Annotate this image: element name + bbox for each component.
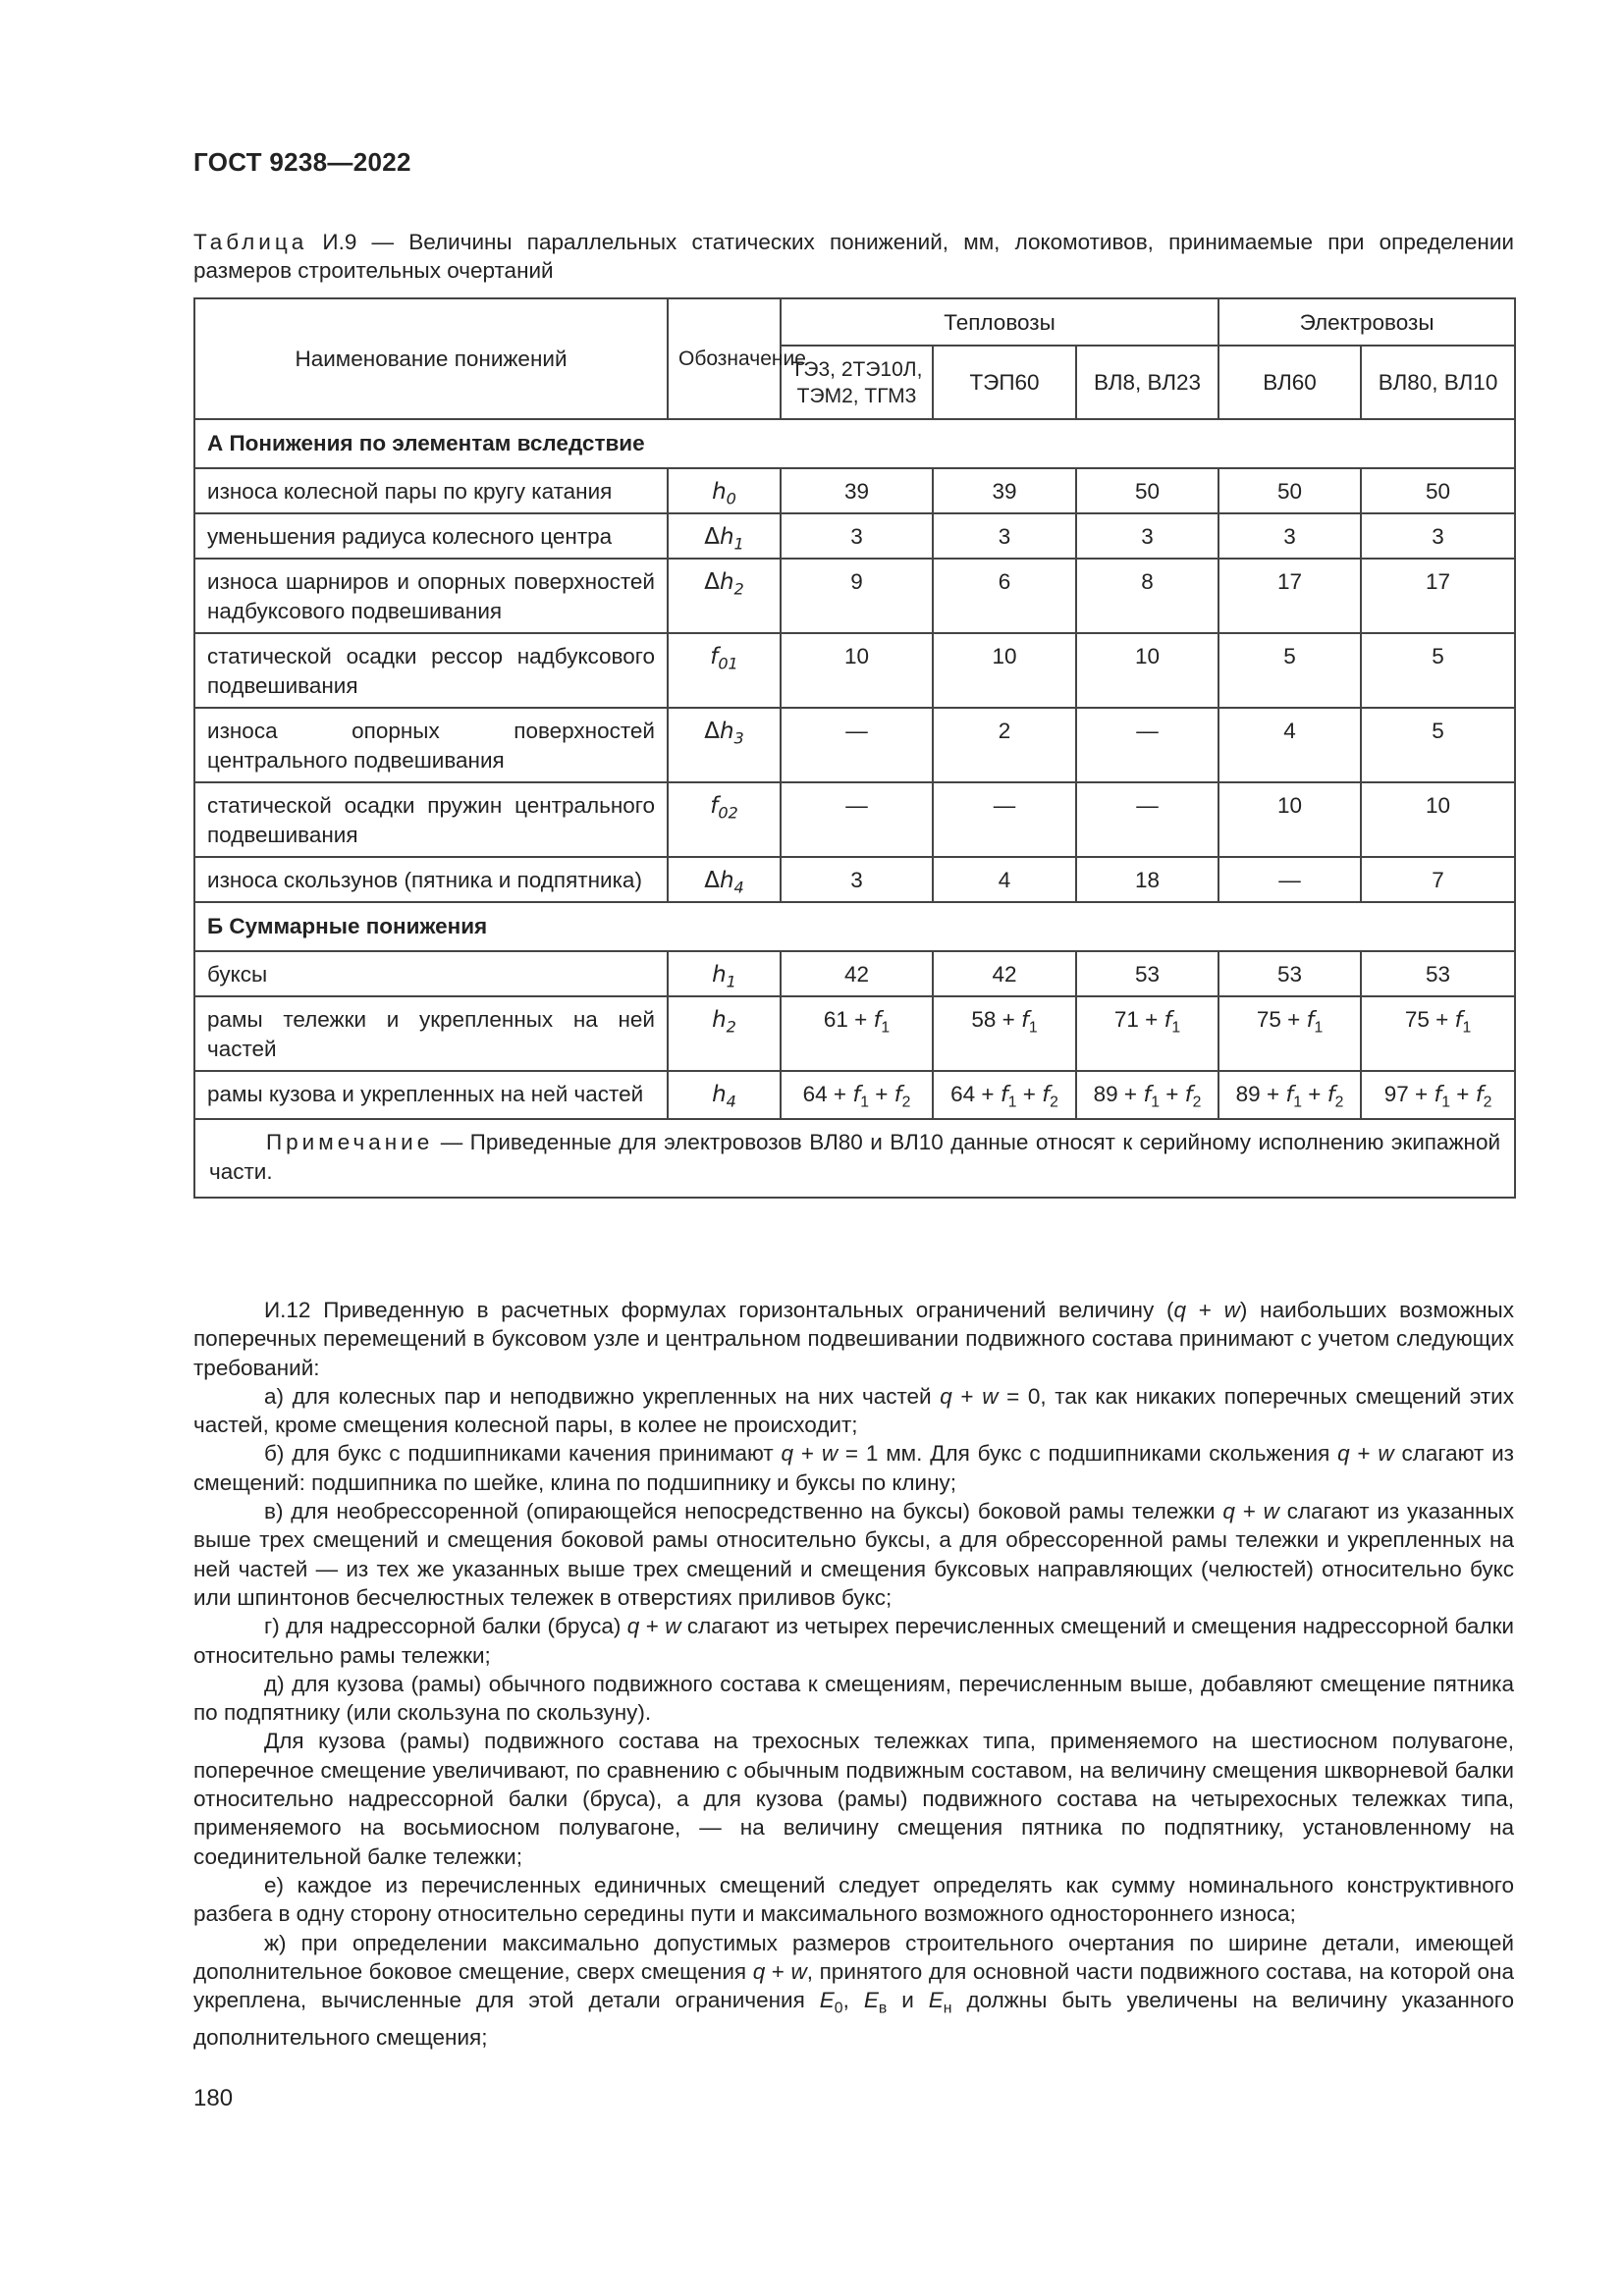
row-name: буксы bbox=[194, 951, 668, 996]
table-row bbox=[194, 951, 1515, 996]
row-symbol: $\Delta h_4$ bbox=[668, 857, 781, 902]
table-caption-text: И.9 — Величины параллельных статических понижений, мм, локомотивов, принимаемые при определении размеров строительных очертаний bbox=[193, 230, 1514, 283]
table-row bbox=[194, 559, 1515, 633]
row-value: 7 bbox=[1361, 857, 1515, 902]
row-name: износа опорных поверхностей центрального подвешивания bbox=[194, 708, 668, 782]
row-value: 9 bbox=[781, 559, 933, 633]
note-label: Примечание bbox=[266, 1129, 434, 1154]
row-value: 3 bbox=[1076, 513, 1218, 559]
note-text: — Приведенные для электровозов ВЛ80 и ВЛ10 данные относят к серийному исполнению экипажной части. bbox=[209, 1129, 1501, 1184]
row-name: износа колесной пары по кругу катания bbox=[194, 468, 668, 513]
row-symbol: $h_4$ bbox=[668, 1071, 781, 1119]
row-value: — bbox=[1218, 857, 1361, 902]
section-b-heading: Б Суммарные понижения bbox=[194, 902, 1515, 951]
row-value: 18 bbox=[1076, 857, 1218, 902]
row-value: 10 bbox=[933, 633, 1076, 708]
paragraph: г) для надрессорной балки (бруса) q + w слагают из четырех перечисленных смещений и смещения надрессорной балки относительно рамы тележки; bbox=[193, 1614, 1514, 1668]
table-caption-prefix: Таблица bbox=[193, 230, 308, 254]
page-number: 180 bbox=[193, 2085, 234, 2111]
lowering-table bbox=[193, 297, 1516, 1199]
row-value: 53 bbox=[1218, 951, 1361, 996]
row-value: 5 bbox=[1361, 633, 1515, 708]
row-symbol: $\Delta h_1$ bbox=[668, 513, 781, 559]
row-value: $97 + f_1 + f_2$ bbox=[1361, 1071, 1515, 1119]
paragraph: е) каждое из перечисленных единичных смещений следует определять как сумму номинального конструктивного разбега в одну сторону относительно середины пути и максимального возможного одностороннего износа; bbox=[193, 1872, 1514, 1927]
row-value: 4 bbox=[933, 857, 1076, 902]
subcol-header: ТЭ3, 2ТЭ10Л, ТЭМ2, ТГМ3 bbox=[781, 346, 933, 419]
row-value: 5 bbox=[1218, 633, 1361, 708]
row-symbol: $\Delta h_3$ bbox=[668, 708, 781, 782]
row-value: 39 bbox=[933, 468, 1076, 513]
paragraph: ж) при определении максимально допустимых размеров строительного очертания по ширине детали, имеющей дополнительное боковое смещение, сверх смещения q + w, принятого для основной части подвижного состава, на которой она укреплена, вычисленные для этой детали ограничения $E_0$, $E_в$ и $E_н$ должны быть увеличены на величину указанного дополнительного смещения; bbox=[193, 1930, 1514, 2050]
row-name: рамы кузова и укрепленных на ней частей bbox=[194, 1071, 668, 1119]
row-name: рамы тележки и укрепленных на ней частей bbox=[194, 996, 668, 1071]
subcol-header: ВЛ80, ВЛ10 bbox=[1361, 346, 1515, 419]
paragraph: И.12 Приведенную в расчетных формулах горизонтальных ограничений величину (q + w) наибольших возможных поперечных перемещений в буксовом узле и центральном подвешивании подвижного состава принимают с учетом следующих требований: bbox=[193, 1298, 1514, 1380]
row-symbol: $h_2$ bbox=[668, 996, 781, 1071]
row-value: 42 bbox=[781, 951, 933, 996]
section-a-heading: А Понижения по элементам вследствие bbox=[194, 419, 1515, 468]
row-value: — bbox=[781, 708, 933, 782]
table-row bbox=[194, 708, 1515, 782]
row-value: $64 + f_1 + f_2$ bbox=[933, 1071, 1076, 1119]
row-symbol: $f_{01}$ bbox=[668, 633, 781, 708]
row-value: — bbox=[1076, 782, 1218, 857]
row-value: 3 bbox=[933, 513, 1076, 559]
table-row bbox=[194, 468, 1515, 513]
paragraph: а) для колесных пар и неподвижно укрепленных на них частей q + w = 0, так как никаких поперечных смещений этих частей, кроме смещения колесной пары, в колее не происходит; bbox=[193, 1383, 1514, 1438]
row-value: $71 + f_1$ bbox=[1076, 996, 1218, 1071]
table-note bbox=[194, 1119, 1515, 1198]
table-caption bbox=[193, 228, 1514, 285]
table-row bbox=[194, 996, 1515, 1071]
row-value: 2 bbox=[933, 708, 1076, 782]
row-name: уменьшения радиуса колесного центра bbox=[194, 513, 668, 559]
row-value: 10 bbox=[1361, 782, 1515, 857]
row-value: 39 bbox=[781, 468, 933, 513]
row-value: — bbox=[933, 782, 1076, 857]
row-value: 5 bbox=[1361, 708, 1515, 782]
row-symbol: $\Delta h_2$ bbox=[668, 559, 781, 633]
row-value: 8 bbox=[1076, 559, 1218, 633]
row-value: 3 bbox=[781, 857, 933, 902]
table-row bbox=[194, 513, 1515, 559]
row-symbol: $f_{02}$ bbox=[668, 782, 781, 857]
row-value: 10 bbox=[781, 633, 933, 708]
paragraph: в) для необрессоренной (опирающейся непосредственно на буксы) боковой рамы тележки q + w слагают из указанных выше трех смещений и смещения боковой рамы относительно буксы, а для обрессоренной рамы тележки и укрепленных на ней частей — из тех же указанных выше трех смещений и смещения буксовых направляющих (челюстей) относительно букс или шпинтонов бесчелюстных тележек в отверстиях приливов букс; bbox=[193, 1499, 1514, 1610]
row-name: износа скользунов (пятника и подпятника) bbox=[194, 857, 668, 902]
paragraph: Для кузова (рамы) подвижного состава на трехосных тележках типа, применяемого на шестиосном полувагоне, поперечное смещение увеличивают, по сравнению с обычным подвижным составом, на величину смещения шкворневой балки относительно надрессорной балки (бруса), а для кузова (рамы) подвижного состава на четырехосных тележках типа, применяемого на восьмиосном полувагоне, — на величину смещения пятника по подпятнику, установленному на соединительной балке тележки; bbox=[193, 1729, 1514, 1869]
paragraph: б) для букс с подшипниками качения принимают q + w = 1 мм. Для букс с подшипниками скольжения q + w слагают из смещений: подшипника по шейке, клина по подшипнику и буксы по клину; bbox=[193, 1441, 1514, 1495]
group-header-elektrovozy: Электровозы bbox=[1218, 298, 1515, 346]
row-value: 10 bbox=[1218, 782, 1361, 857]
row-value: 3 bbox=[781, 513, 933, 559]
row-name: износа шарниров и опорных поверхностей надбуксового подвешивания bbox=[194, 559, 668, 633]
subcol-header: ВЛ8, ВЛ23 bbox=[1076, 346, 1218, 419]
row-value: 3 bbox=[1218, 513, 1361, 559]
row-value: 53 bbox=[1361, 951, 1515, 996]
body-text bbox=[193, 1296, 1514, 2052]
table-row bbox=[194, 857, 1515, 902]
row-value: 42 bbox=[933, 951, 1076, 996]
row-value: 53 bbox=[1076, 951, 1218, 996]
row-value: $89 + f_1 + f_2$ bbox=[1218, 1071, 1361, 1119]
row-name: статической осадки пружин центрального подвешивания bbox=[194, 782, 668, 857]
row-value: $58 + f_1$ bbox=[933, 996, 1076, 1071]
col-name-header: Наименование понижений bbox=[194, 298, 668, 419]
row-value: 4 bbox=[1218, 708, 1361, 782]
row-symbol: $h_0$ bbox=[668, 468, 781, 513]
paragraph: д) для кузова (рамы) обычного подвижного состава к смещениям, перечисленным выше, добавляют смещение пятника по подпятнику (или скользуна по скользуну). bbox=[193, 1671, 1514, 1726]
document-header: ГОСТ 9238—2022 bbox=[193, 147, 411, 177]
row-value: 10 bbox=[1076, 633, 1218, 708]
row-value: 50 bbox=[1076, 468, 1218, 513]
subcol-header: ВЛ60 bbox=[1218, 346, 1361, 419]
row-value: $75 + f_1$ bbox=[1361, 996, 1515, 1071]
row-value: 50 bbox=[1218, 468, 1361, 513]
row-name: статической осадки рессор надбуксового подвешивания bbox=[194, 633, 668, 708]
row-symbol: $h_1$ bbox=[668, 951, 781, 996]
subcol-header: ТЭП60 bbox=[933, 346, 1076, 419]
row-value: 17 bbox=[1361, 559, 1515, 633]
row-value: $61 + f_1$ bbox=[781, 996, 933, 1071]
row-value: 17 bbox=[1218, 559, 1361, 633]
row-value: $75 + f_1$ bbox=[1218, 996, 1361, 1071]
table-row bbox=[194, 1071, 1515, 1119]
row-value: $64 + f_1 + f_2$ bbox=[781, 1071, 933, 1119]
row-value: 3 bbox=[1361, 513, 1515, 559]
row-value: — bbox=[781, 782, 933, 857]
row-value: $89 + f_1 + f_2$ bbox=[1076, 1071, 1218, 1119]
table-row bbox=[194, 782, 1515, 857]
row-value: 50 bbox=[1361, 468, 1515, 513]
row-value: 6 bbox=[933, 559, 1076, 633]
table-row bbox=[194, 633, 1515, 708]
group-header-teplovozy: Тепловозы bbox=[781, 298, 1218, 346]
col-symbol-header: Обозначение bbox=[668, 298, 781, 419]
row-value: — bbox=[1076, 708, 1218, 782]
